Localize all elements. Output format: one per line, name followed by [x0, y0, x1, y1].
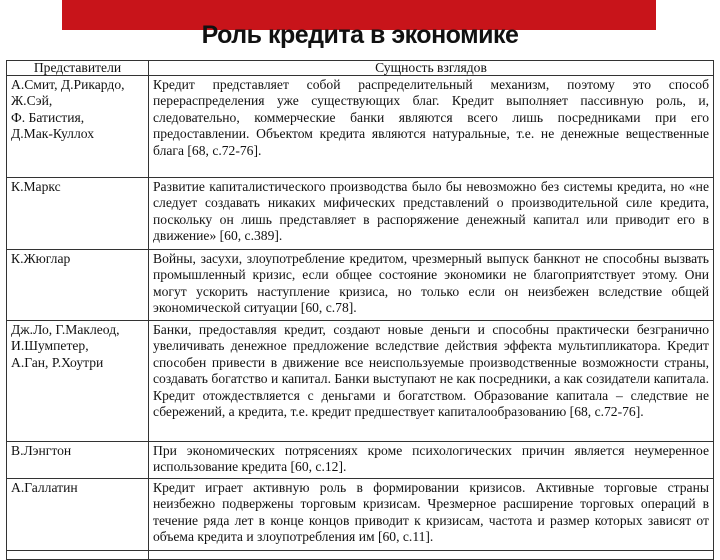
table-row: [7, 76, 714, 178]
table-row: [7, 178, 714, 250]
view-cell: При экономических потрясениях кроме психологических причин является неумеренное использование кредита [60, с.12].: [149, 442, 714, 479]
representatives-cell: Дж.Ло, Г.Маклеод, И.Шумпетер, А.Ган, Р.Хоутри: [7, 321, 149, 442]
header-essence-of-views: Сущность взглядов: [149, 61, 714, 76]
view-cell: Кредит играет активную роль в формировании кризисов. Активные торговые страны неизбежно подвержены торговым кризисам. Чрезмерное расширение торговых операций в течение ряда лет в конце концов приводит к кризисам, частота и размер которых зависят от объема кредита и злоупотребления им [60, с.11].: [149, 478, 714, 550]
view-cell: Развитие капиталистического производства было бы невозможно без системы кредита, но «не следует создавать никаких мифических представлений о производительной силе кредита, поскольку он лишь представляет в распоряжение денежный капитал или приводит его в движение» [60, с.389].: [149, 178, 714, 250]
header-representatives: Представители: [7, 61, 149, 76]
table-row: [7, 550, 714, 559]
representatives-cell: А.Галлатин: [7, 478, 149, 550]
table-row: [7, 321, 714, 442]
table-row: [7, 250, 714, 321]
view-cell: Банки, предоставляя кредит, создают новые деньги и способны практически безгранично увеличивать денежное предложение вследствие действия эффекта мультипликатора. Кредит способен привести в движение все неиспользуемые производственные возможности страны, создавать богатство и капитал. Банки выступают не как посредники, а как созидатели капитала. Кредит отождествляется с деньгами и богатством. Образование капитала – следствие не сбережений, а кредита, т.е. кредит предшествует капиталообразованию [68, с.72-76].: [149, 321, 714, 442]
representatives-cell: В.Лэнгтон: [7, 442, 149, 479]
representatives-cell: А.Смит, Д.Рикардо, Ж.Сэй, Ф. Батистия, Д.Мак-Куллох: [7, 76, 149, 178]
view-cell: Кредит представляет собой распределительный механизм, поэтому это способ перераспределения уже существующих благ. Кредит выполняет пассивную роль, и, следовательно, коммерческие банки являются всего лишь посредниками при его предоставлении. Объектом кредита являются натуральные, т.е. не денежные вещественные блага [68, с.72-76].: [149, 76, 714, 178]
representatives-cell: К.Жюглар: [7, 250, 149, 321]
representatives-cell: К.Маркс: [7, 178, 149, 250]
representatives-cell: [7, 550, 149, 559]
view-cell: Войны, засухи, злоупотребление кредитом, чрезмерный выпуск банкнот не способны вызвать промышленный кризис, если общее состояние экономики не благоприятствует этому. Они могут ускорить наступление кризиса, но только если он неизбежен вследствие общей экономической ситуации [60, с.78].: [149, 250, 714, 321]
views-table: [6, 60, 714, 560]
view-cell: [149, 550, 714, 559]
table-row: [7, 442, 714, 479]
table-header-row: [7, 61, 714, 76]
slide-title: Роль кредита в экономике: [201, 21, 519, 49]
